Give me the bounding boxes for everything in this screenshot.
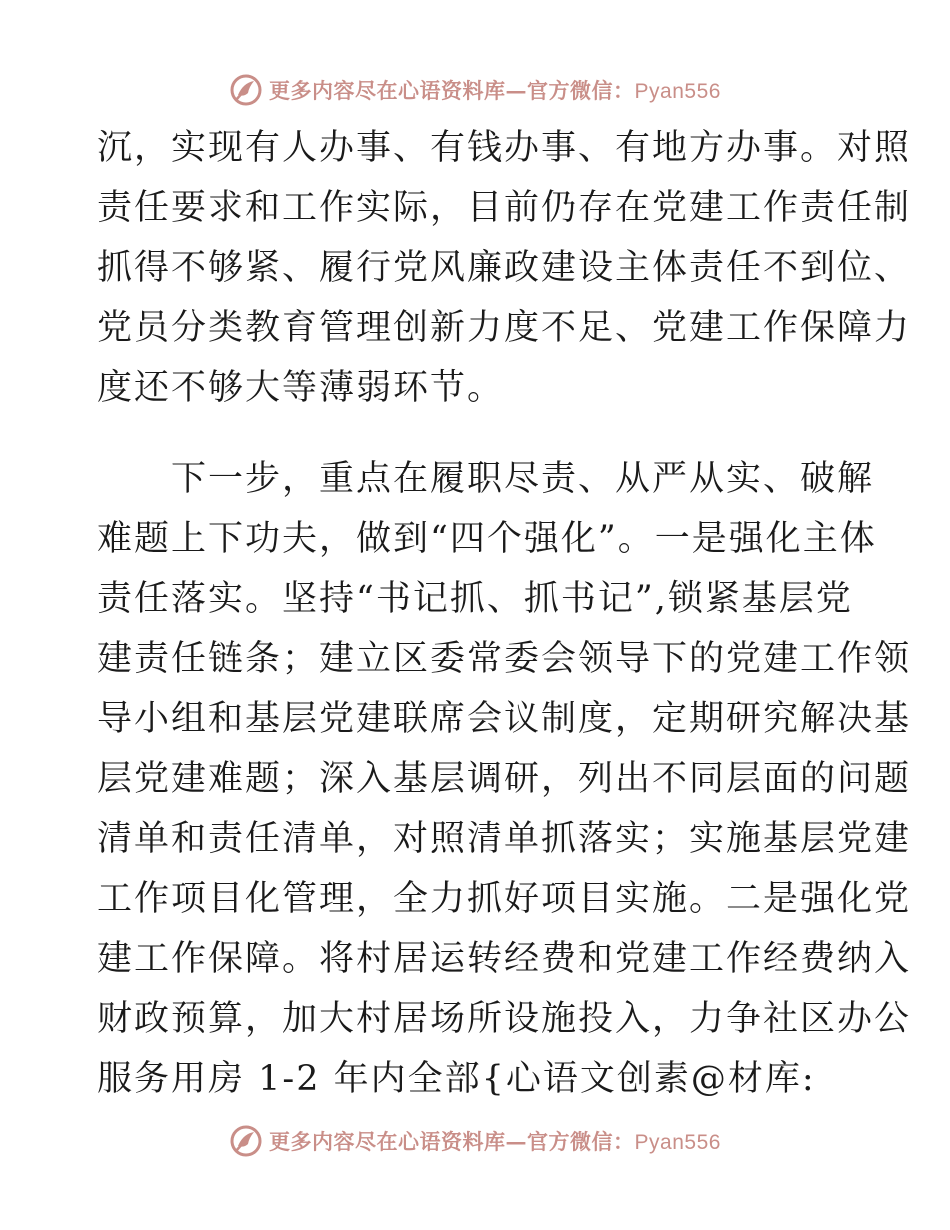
paragraph-line: 建工作保障。将村居运转经费和党建工作经费纳入 <box>97 939 912 979</box>
paragraph-line: 下一步，重点在履职尽责、从严从实、破解 <box>97 459 875 499</box>
paragraph-line: 服务用房 1-2 年内全部{心语文创素@材库: <box>97 1059 816 1099</box>
paragraph-line: 导小组和基层党建联席会议制度，定期研究解决基 <box>97 699 912 739</box>
paragraph-line: 建责任链条；建立区委常委会领导下的党建工作领 <box>97 639 912 679</box>
header-watermark <box>0 70 950 110</box>
paragraph-line: 度还不够大等薄弱环节。 <box>97 368 505 408</box>
watermark-wechat-id: Pyan556 <box>634 80 721 103</box>
logo-icon <box>229 1124 263 1158</box>
paragraph-line: 清单和责任清单，对照清单抓落实；实施基层党建 <box>97 819 912 859</box>
paragraph-line: 难题上下功夫，做到“四个强化”。一是强化主体 <box>97 519 877 559</box>
paragraph-line: 责任要求和工作实际，目前仍存在党建工作责任制 <box>97 188 912 228</box>
watermark-wechat-id: Pyan556 <box>634 1131 721 1154</box>
watermark-text <box>269 1126 721 1156</box>
paragraph-spacer <box>97 418 857 449</box>
footer-watermark <box>0 1121 950 1161</box>
body-text <box>97 118 912 1109</box>
watermark-label: 更多内容尽在心语资料库—官方微信： <box>269 78 635 103</box>
paragraph-line: 财政预算，加大村居场所设施投入，力争社区办公 <box>97 999 912 1039</box>
paragraph-line: 责任落实。坚持“书记抓、抓书记”,锁紧基层党 <box>97 579 853 619</box>
watermark-label: 更多内容尽在心语资料库—官方微信： <box>269 1129 635 1154</box>
paragraph-line: 层党建难题；深入基层调研，列出不同层面的问题 <box>97 759 912 799</box>
paragraph-line: 工作项目化管理，全力抓好项目实施。二是强化党 <box>97 879 912 919</box>
paragraph-line: 沉，实现有人办事、有钱办事、有地方办事。对照 <box>97 128 912 168</box>
paragraph-line: 抓得不够紧、履行党风廉政建设主体责任不到位、 <box>97 248 912 288</box>
paragraph-line: 党员分类教育管理创新力度不足、党建工作保障力 <box>97 308 912 348</box>
logo-icon <box>229 73 263 107</box>
watermark-text <box>269 75 721 105</box>
